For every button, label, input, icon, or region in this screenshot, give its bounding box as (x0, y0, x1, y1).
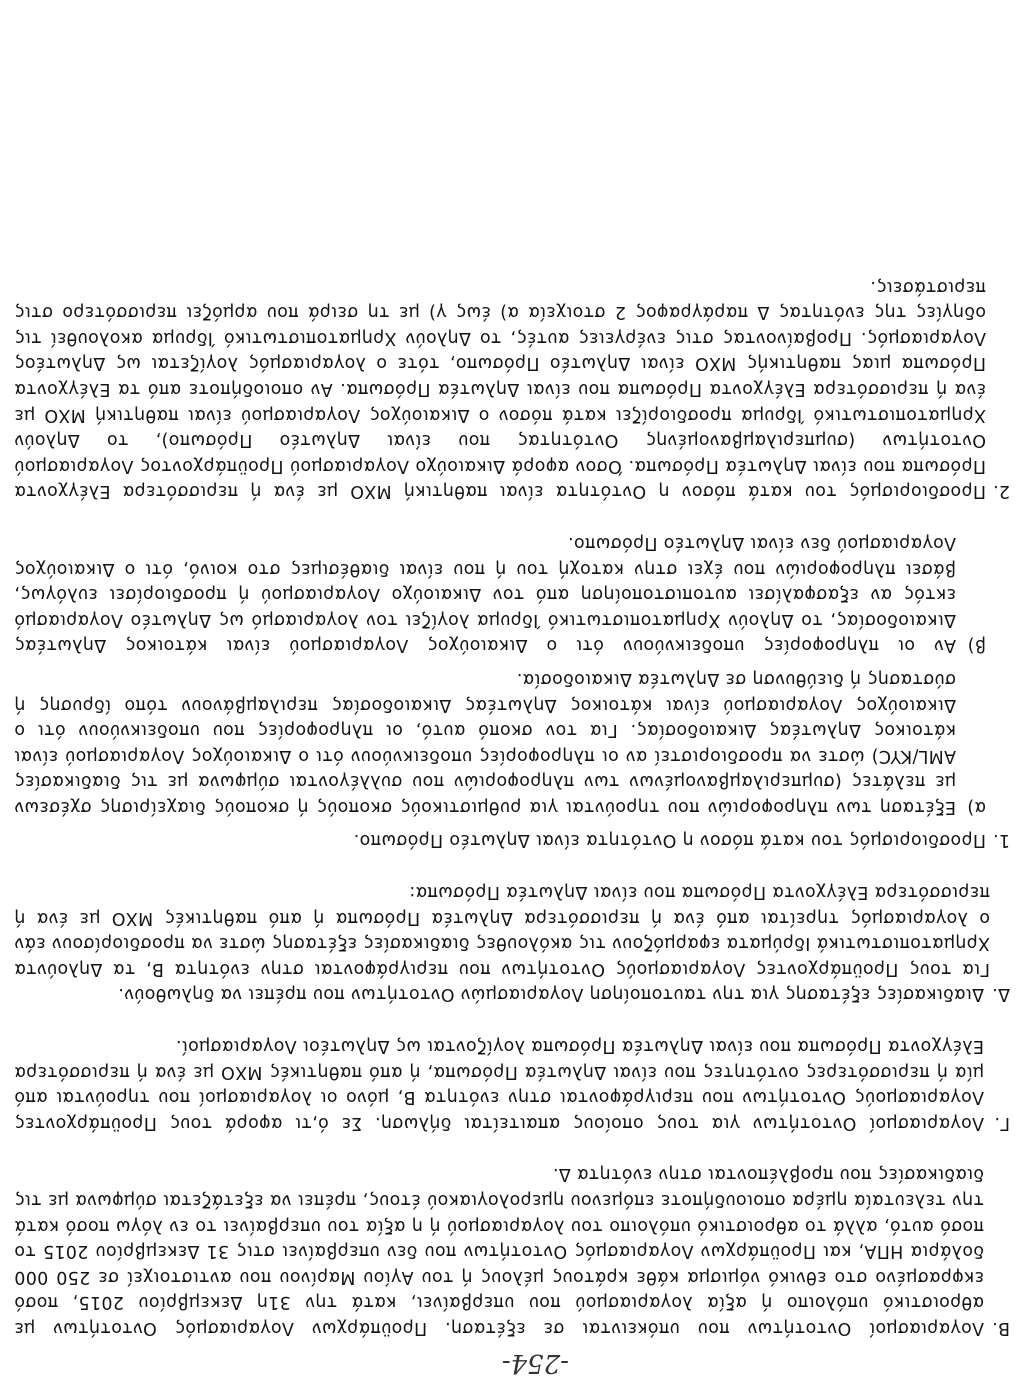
document-body (14, 247, 1010, 1340)
sub-a-label: α) (967, 796, 986, 817)
section-d-intro: Για τους Προϋπάρχοντες Λογαριασμούς Οντοτήτων που περιγράφονται στην ενότητα Β, τα Δηλούντα Χρηματοπιστωτικά Ιδρύματα εφαρμόζουν τις ακόλουθες διαδικασίες εξέτασης ώστε να προσδιορίσουν εάν ο λογαριασμός τηρείται από ένα ή περισσότερα Δηλωτέα Πρόσωπα ή από παθητικές ΜΧΟ με ένα ή περισσότερα Ελέγχοντα Πρόσωπα που είναι Δηλωτέα Πρόσωπα: (14, 882, 990, 979)
item-1-sub-b (14, 529, 986, 657)
item-1-number: 1. (992, 830, 1010, 851)
sub-a-text: Εξέταση των πληροφοριών που τηρούνται για ρυθμιστικούς σκοπούς ή σκοπούς διαχείρισης σχέσεων με πελάτες (συμπεριλαμβανομένων των πληροφοριών που συλλέγονται σύμφωνα με τις διαδικασίες AML/KYC) ώστε να προσδιοριστεί αν οι πληροφορίες υποδεικνύουν ότι ο Δικαιούχος Λογαριασμού είναι κάτοικος Δηλωτέας Δικαιοδοσίας. Για τον σκοπό αυτό, οι πληροφορίες που υποδεικνύουν ότι ο Δικαιούχος Λογαριασμού είναι κάτοικος Δηλωτέας Δικαιοδοσίας περιλαμβάνουν τόπο ίδρυσης ή σύστασης ή διεύθυνση σε Δηλωτέα Δικαιοδοσία. (14, 668, 956, 817)
section-b-paragraph (14, 1161, 1010, 1340)
section-d-title (14, 981, 1010, 1007)
section-b-letter: Β. (991, 1318, 1010, 1338)
item-2-number: 2. (992, 481, 1010, 502)
section-d-item-2 (14, 273, 1010, 503)
section-c (14, 1032, 1010, 1134)
sub-b-text: Αν οι πληροφορίες υποδεικνύουν ότι ο Δικαιούχος Λογαριασμού είναι κάτοικος Δηλωτέας Δικαιοδοσίας, το Δηλούν Χρηματοπιστωτικό Ίδρυμα λογίζει τον λογαριασμό ως Δηλωτέο Λογαριασμό εκτός αν εξασφαλίσει αυτοπιστοποίηση από τον Δικαιούχο Λογαριασμού ή προσδιορίσει ευλόγως, βάσει πληροφοριών που έχει στην κατοχή του ή που είναι διαθέσιμες στο κοινό, ότι ο Δικαιούχος Λογαριασμού δεν είναι Δηλωτέο Πρόσωπο. (14, 532, 956, 656)
sub-b-label: β) (967, 635, 986, 656)
section-b-text: Λογαριασμοί Οντοτήτων που υπόκεινται σε εξέταση. Προϋπάρχων Λογαριασμός Οντοτήτων με αθροιστικό υπόλοιπο ή αξία λογαριασμού που υπερβαίνει, κατά την 31η Δεκεμβρίου 2015, ποσό εκφρασμένο στο εθνικό νόμισμα κάθε κράτους μέλους ή του Αγίου Μαρίνου που αντιστοιχεί σε 250 000 δολάρια ΗΠΑ, και Προϋπάρχων Λογαριασμός Οντοτήτων που δεν υπερβαίνει στις 31 Δεκεμβρίου 2015 το ποσό αυτό, αλλά το αθροιστικό υπόλοιπο του λογαριασμού ή η αξία του υπερβαίνει το εν λόγω ποσό κατά την τελευταία ημέρα οποιουδήποτε επόμενου ημερολογιακού έτους, πρέπει να εξετάζεται σύμφωνα με τις διαδικασίες που προβλέπονται στην ενότητα Δ. (14, 1164, 984, 1338)
item-1-heading: Προσδιορισμός του κατά πόσον η Οντότητα είναι Δηλωτέο Πρόσωπο. (353, 830, 986, 851)
section-d-letter: Δ. (991, 984, 1010, 1005)
section-b (14, 1161, 1010, 1340)
item-2-text: Προσδιορισμός του κατά πόσον η Οντότητα είναι παθητική ΜΧΟ με ένα ή περισσότερα Ελέγχοντα Πρόσωπα που είναι Δηλωτέα Πρόσωπα. Όσον αφορά Δικαιούχο Λογαριασμού Προϋπάρχοντος Λογαριασμού Οντοτήτων (συμπεριλαμβανομένης Οντότητας που είναι Δηλωτέο Πρόσωπο), το Δηλούν Χρηματοπιστωτικό Ίδρυμα προσδιορίζει κατά πόσον ο Δικαιούχος Λογαριασμού είναι παθητική ΜΧΟ με ένα ή περισσότερα Ελέγχοντα Πρόσωπα που είναι Δηλωτέα Πρόσωπα. Αν οποιοδήποτε από τα Ελέγχοντα Πρόσωπα μιας παθητικής ΜΧΟ είναι Δηλωτέο Πρόσωπο, τότε ο λογαριασμός λογίζεται ως Δηλωτέος Λογαριασμός. Προβαίνοντας στις ενέργειες αυτές, το Δηλούν Χρηματοπιστωτικό Ίδρυμα ακολουθεί τις οδηγίες της ενότητας Δ παράγραφος 2 στοιχεία α) έως γ) με τη σειρά που αρμόζει περισσότερο στις περιστάσεις. (14, 276, 986, 502)
section-c-paragraph (14, 1032, 1010, 1134)
section-d (14, 273, 1010, 1006)
page-number: -254- (501, 1348, 569, 1378)
section-d-title-text: Διαδικασίες εξέτασης για την ταυτοποίηση Λογαριασμών Οντοτήτων που πρέπει να δηλωθούν. (118, 984, 984, 1005)
section-d-item-1 (14, 529, 1010, 852)
section-c-letter: Γ. (994, 1112, 1010, 1133)
item-1-sub-a (14, 665, 986, 819)
section-c-text: Λογαριασμοί Οντοτήτων για τους οποίους απαιτείται δήλωση. Σε ό,τι αφορά τους Προϋπάρχοντες Λογαριασμούς Οντοτήτων που περιγράφονται στην ενότητα Β, μόνο οι λογαριασμοί που τηρούνται από μία ή περισσότερες οντότητες που είναι Δηλωτέα Πρόσωπα, ή από παθητικές ΜΧΟ με ένα ή περισσότερα Ελέγχοντα Πρόσωπα που είναι Δηλωτέα Πρόσωπα λογίζονται ως Δηλωτέοι Λογαριασμοί. (14, 1036, 984, 1133)
